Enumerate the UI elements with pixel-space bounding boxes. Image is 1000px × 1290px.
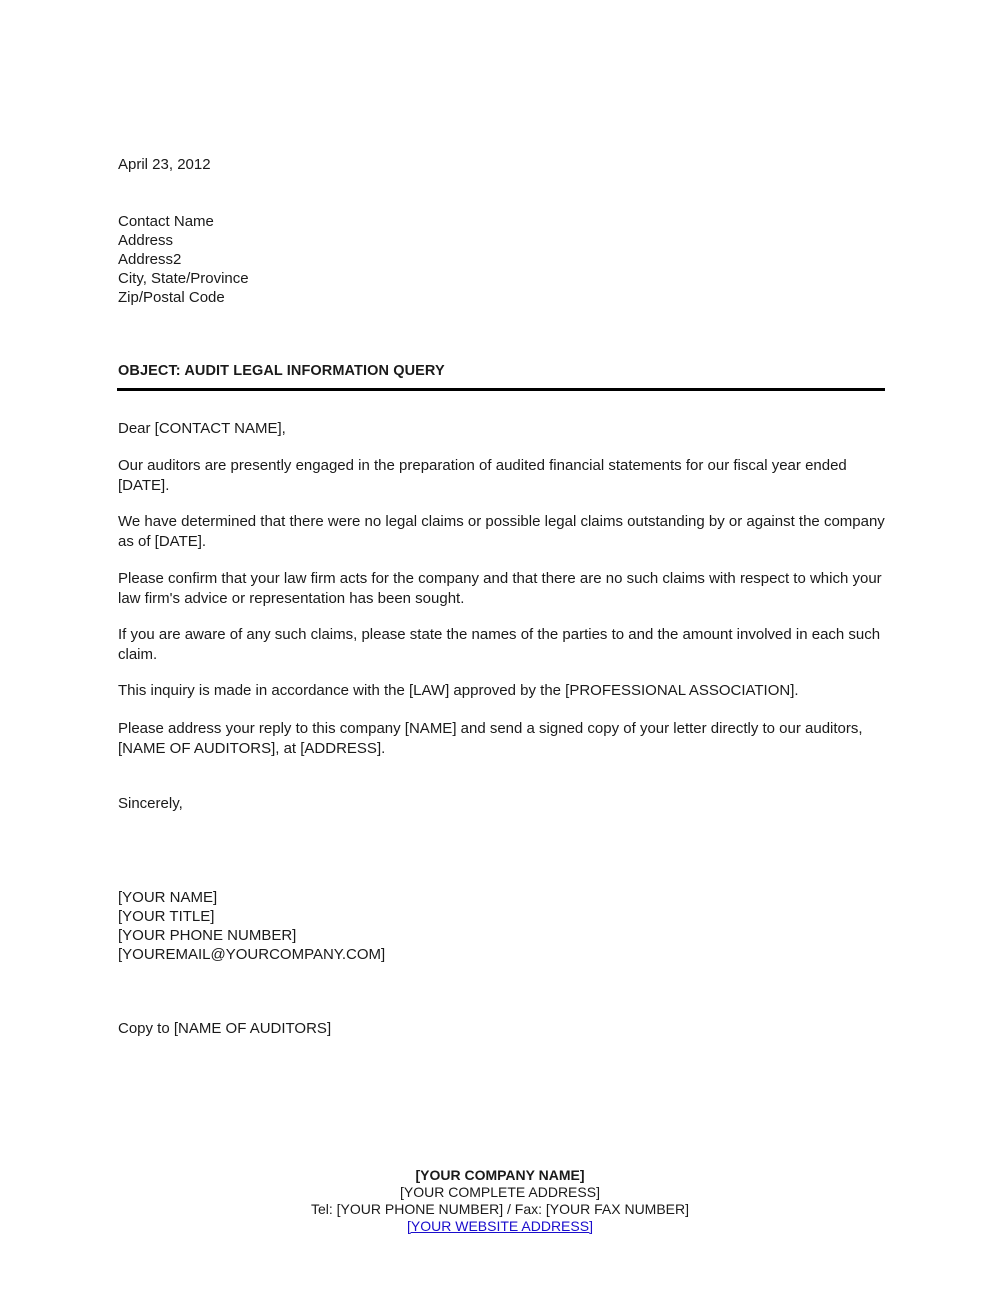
recipient-address: Address bbox=[118, 232, 174, 249]
salutation: Dear [CONTACT NAME], bbox=[118, 420, 286, 437]
body-paragraph-3: Please confirm that your law firm acts for the company and that there are no such claims with respect to which your law firm's advice or representation has been sought. bbox=[118, 570, 882, 607]
signature-phone: [YOUR PHONE NUMBER] bbox=[118, 927, 297, 944]
body-paragraph-4: If you are aware of any such claims, please state the names of the parties to and the amount involved in each such claim. bbox=[118, 626, 881, 663]
body-paragraph-5: This inquiry is made in accordance with the [LAW] approved by the [PROFESSIONAL ASSOCIATION]. bbox=[118, 682, 799, 699]
signature-name: [YOUR NAME] bbox=[118, 889, 218, 906]
footer-company-name: [YOUR COMPANY NAME] bbox=[415, 1167, 585, 1183]
letter-date: April 23, 2012 bbox=[118, 156, 211, 173]
footer-contact: Tel: [YOUR PHONE NUMBER] / Fax: [YOUR FAX NUMBER] bbox=[310, 1201, 690, 1217]
subject-divider bbox=[117, 388, 885, 391]
copy-to: Copy to [NAME OF AUDITORS] bbox=[118, 1020, 332, 1037]
closing: Sincerely, bbox=[118, 795, 183, 812]
body-paragraph-6: Please address your reply to this company [NAME] and send a signed copy of your letter directly to our auditors, [NAME OF AUDITORS], at [ADDRESS]. bbox=[118, 720, 863, 757]
footer-website-link[interactable]: [YOUR WEBSITE ADDRESS] bbox=[407, 1218, 593, 1234]
signature-block bbox=[118, 888, 385, 964]
recipient-city-state: City, State/Province bbox=[118, 270, 249, 287]
body-paragraph-1: Our auditors are presently engaged in the preparation of audited financial statements for our fiscal year ended [DATE]. bbox=[118, 457, 847, 494]
letterhead-footer bbox=[0, 1167, 1000, 1235]
footer-address: [YOUR COMPLETE ADDRESS] bbox=[400, 1184, 600, 1200]
recipient-contact-name: Contact Name bbox=[118, 213, 214, 230]
recipient-address2: Address2 bbox=[118, 251, 182, 268]
recipient-block bbox=[118, 212, 249, 307]
signature-title: [YOUR TITLE] bbox=[118, 908, 215, 925]
body-paragraph-2: We have determined that there were no legal claims or possible legal claims outstanding by or against the company as of [DATE]. bbox=[118, 513, 885, 550]
letter-subject: OBJECT: AUDIT LEGAL INFORMATION QUERY bbox=[118, 363, 445, 379]
signature-email: [YOUREMAIL@YOURCOMPANY.COM] bbox=[118, 946, 386, 963]
recipient-zip: Zip/Postal Code bbox=[118, 289, 225, 306]
